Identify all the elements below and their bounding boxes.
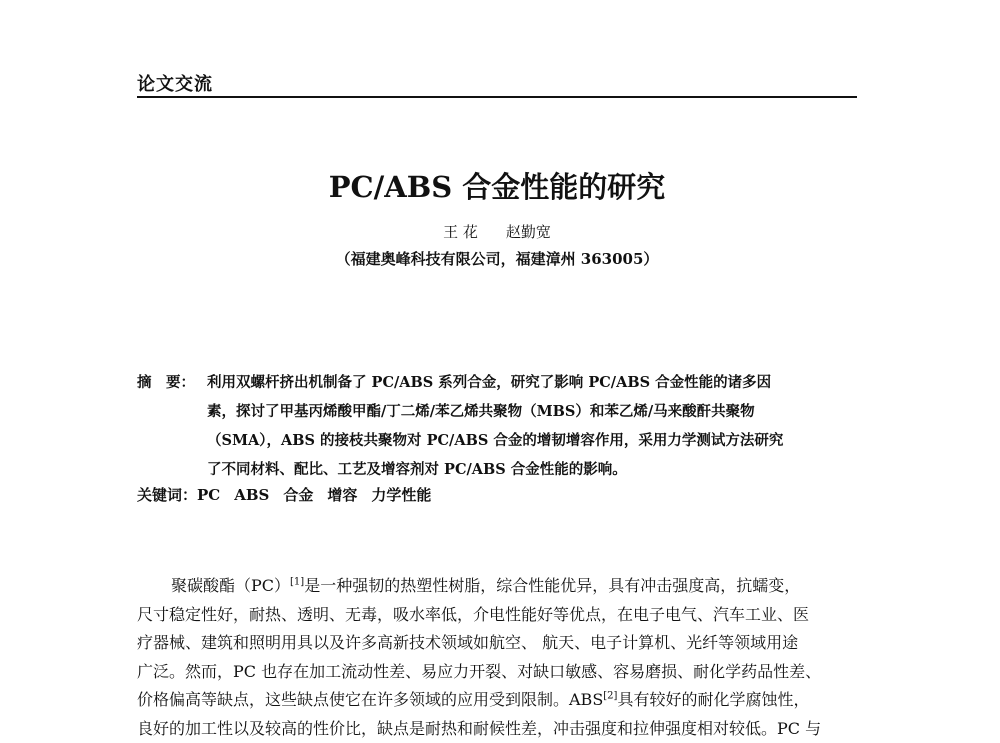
body-text-run: 是一种强韧的热塑性树脂，综合性能优异，具有冲击强度高，抗蠕变， xyxy=(304,576,800,595)
abstract-text: （SMA），ABS 的接枝共聚物对 PC/ABS 合金的增韧增容作用，采用力学测试方法研究 xyxy=(207,426,783,455)
body-line xyxy=(137,686,857,715)
body-line: 疗器械、建筑和照明用具以及许多高新技术领域如航空、 航天、电子计算机、光纤等领域用途 xyxy=(137,629,857,658)
affiliation: （福建奥峰科技有限公司，福建漳州 363005） xyxy=(137,248,857,270)
author-line xyxy=(137,221,857,243)
body-line: 广泛。然而，PC 也存在加工流动性差、易应力开裂、对缺口敏感、容易磨损、耐化学药品性差、 xyxy=(137,658,857,687)
body-line xyxy=(137,572,857,601)
abstract-text: 利用双螺杆挤出机制备了 PC/ABS 系列合金，研究了影响 PC/ABS 合金性能的诸多因 xyxy=(207,368,771,397)
body-paragraph xyxy=(137,572,857,743)
running-header xyxy=(137,68,857,98)
citation-ref: [2] xyxy=(603,691,617,702)
keywords xyxy=(137,483,857,507)
author-name: 王 花 xyxy=(443,223,478,241)
body-text-run: 价格偏高等缺点，这些缺点使它在许多领域的应用受到限制。ABS xyxy=(137,690,603,709)
abstract-line xyxy=(137,455,859,484)
abstract xyxy=(137,368,859,484)
abstract-label: 摘 要： xyxy=(137,368,203,397)
abstract-text: 素，探讨了甲基丙烯酸甲酯/丁二烯/苯乙烯共聚物（MBS）和苯乙烯/马来酸酐共聚物 xyxy=(207,397,755,426)
section-label: 论文交流 xyxy=(137,70,213,96)
body-line: 良好的加工性以及较高的性价比，缺点是耐热和耐候性差，冲击强度和拉伸强度相对较低。PC 与 xyxy=(137,715,857,743)
abstract-line xyxy=(137,368,859,397)
body-text-run: 聚碳酸酯（PC） xyxy=(171,576,290,595)
abstract-line xyxy=(137,397,859,426)
author-name: 赵勤宽 xyxy=(506,223,551,241)
keywords-label: 关键词： xyxy=(137,486,197,504)
abstract-text: 了不同材料、配比、工艺及增容剂对 PC/ABS 合金性能的影响。 xyxy=(207,455,627,484)
citation-ref: [1] xyxy=(290,577,304,588)
body-line: 尺寸稳定性好，耐热、透明、无毒，吸水率低，介电性能好等优点，在电子电气、汽车工业、医 xyxy=(137,601,857,630)
keyword: 力学性能 xyxy=(371,486,431,504)
abstract-line xyxy=(137,426,859,455)
header-rule xyxy=(137,96,857,98)
keyword: ABS xyxy=(234,486,269,504)
keyword: 增容 xyxy=(327,486,357,504)
keyword: PC xyxy=(197,486,220,504)
article-title: PC/ABS 合金性能的研究 xyxy=(137,167,857,207)
keyword: 合金 xyxy=(283,486,313,504)
body-text-run: 具有较好的耐化学腐蚀性， xyxy=(617,690,809,709)
